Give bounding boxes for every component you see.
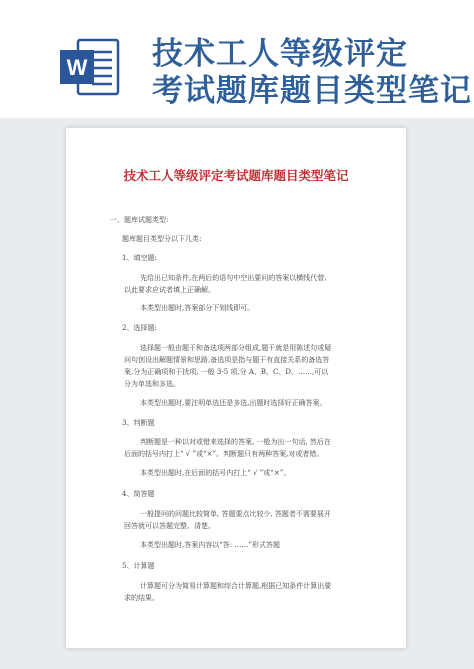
paragraph-line: 以此要求应试者填上正确解。 — [124, 286, 215, 294]
paragraph-line: 本类型出题时,答案部分下划线即可。 — [140, 304, 255, 312]
paragraph-line: 案,分为正确项和干扰项, 一般 3-5 项,分 A、B、C、D、……,可以 — [124, 368, 329, 376]
paragraph-line: 本类型出题时,在后面的括号内打上“ √ ”或“×”。 — [140, 469, 291, 477]
paragraph-line: 问句创设出解题情景和思路,备选项是指与题干有直接关系的备选答 — [124, 356, 330, 364]
word-document-icon — [58, 36, 120, 98]
subsection-heading: 1、填空题: — [122, 254, 157, 262]
document-title: 技术工人等级评定考试题库题目类型笔记 — [123, 168, 349, 183]
subsection-heading: 4、简答题 — [122, 490, 155, 498]
paragraph-line: 题库题目类型分以下几类: — [122, 235, 202, 243]
svg-text:W: W — [66, 55, 88, 80]
subsection-heading: 2、选择题: — [122, 324, 157, 332]
paragraph-line: 求的结果。 — [124, 594, 159, 602]
paragraph-line: 回答就可以答题完整、清楚。 — [124, 522, 215, 530]
banner-title-line-2: 考试题库题目类型笔记 — [152, 73, 472, 109]
paragraph-line: 计算题可分为简易计算题和综合计算题,根据已知条件计算出要 — [140, 582, 332, 590]
paragraph-line: 分为单选和多选。 — [124, 380, 180, 388]
paragraph-line: 先给出已知条件,在两后的语句中空出要问的答案以横线代替, — [140, 274, 327, 282]
section-heading: 一、题库试题类型: — [110, 216, 169, 224]
subsection-heading: 3、判断题 — [122, 419, 155, 427]
paragraph-line: 本类型出题时,要注明单选还是多选,出题时选择好正确答案。 — [140, 399, 327, 407]
paragraph-line: 一般提问的问题比较简单, 答题要点比较少, 答题者不需要展开 — [140, 510, 331, 518]
paragraph-line: 选择题一般由题干和备选项两部分组成,题干就是用陈述句或疑 — [140, 344, 332, 352]
header-banner — [0, 0, 474, 118]
document-page — [66, 128, 406, 648]
subsection-heading: 5、计算题 — [122, 562, 155, 570]
paragraph-line: 后面的括号内打上“ √ ”或“×”。判断题只有两种答案,对或者错。 — [124, 450, 324, 458]
paragraph-line: 本类型出题时,答案内容以“答: ……”形式答题 — [140, 541, 280, 549]
banner-title-line-1: 技术工人等级评定 — [152, 36, 408, 72]
paragraph-line: 判断题是一种以对或错来选择的答案, 一般为出一句话, 然后在 — [140, 438, 331, 446]
